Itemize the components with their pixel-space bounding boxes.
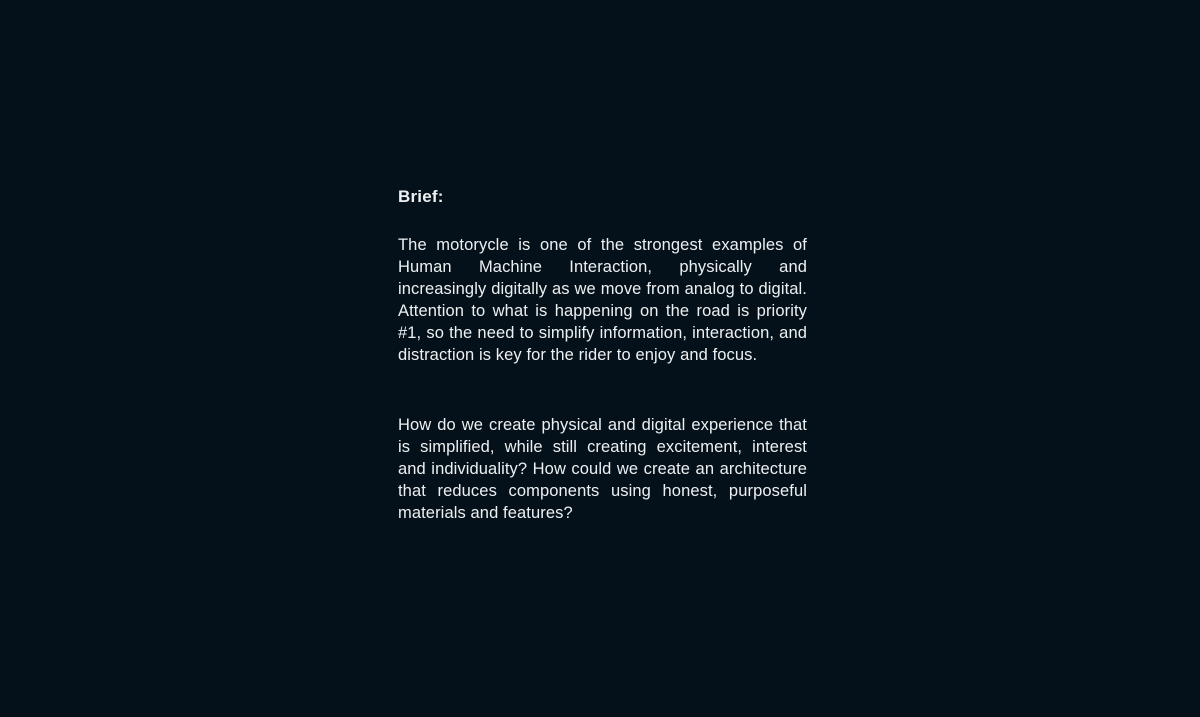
brief-heading: Brief:: [398, 187, 444, 206]
brief-paragraph-2: How do we create physical and digital experience that is simplified, while still creating excitement, interest and individuality? How could we create an architecture that reduces components using honest, purposeful materials and features?: [398, 416, 807, 522]
brief-text-block: [398, 186, 807, 524]
brief-paragraph-1: The motorycle is one of the strongest examples of Human Machine Interaction, physically and increasingly digitally as we move from analog to digital. Attention to what is happening on the road is priority #1, so the need to simplify information, interaction, and distraction is key for the rider to enjoy and focus.: [398, 236, 807, 364]
